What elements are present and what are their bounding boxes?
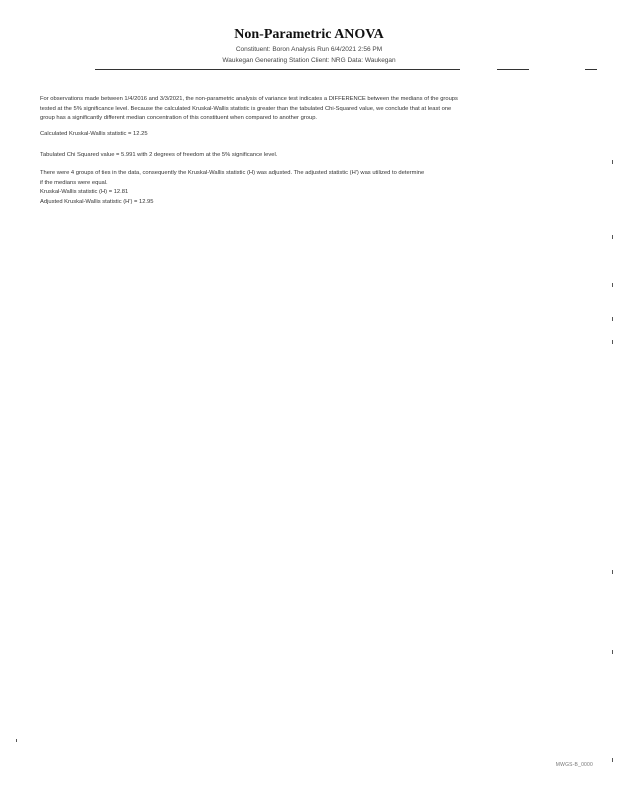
header-divider-short bbox=[497, 69, 529, 70]
scan-mark bbox=[612, 235, 613, 239]
header-divider bbox=[95, 69, 460, 70]
report-subtitle-site: Waukegan Generating Station Client: NRG Data: Waukegan bbox=[222, 57, 396, 64]
scan-mark bbox=[612, 340, 613, 344]
intro-paragraph bbox=[40, 95, 565, 124]
tabulated-value: Tabulated Chi Squared value = 5.991 with 2 degrees of freedom at the 5% significance level. bbox=[40, 152, 278, 158]
page-title: Non-Parametric ANOVA bbox=[234, 27, 384, 42]
ties-paragraph bbox=[40, 169, 565, 207]
intro-line: tested at the 5% significance level. Because the calculated Kruskal-Wallis statistic is greater than the tabulated Chi-Squared value, we conclude that at least one bbox=[40, 105, 452, 112]
ties-line: if the medians were equal. bbox=[40, 179, 108, 186]
intro-line: group has a significantly different median concentration of this constituent when compared to another group. bbox=[40, 115, 318, 122]
header-divider-edge bbox=[585, 69, 597, 70]
scan-mark bbox=[612, 570, 613, 574]
ties-line: Kruskal-Wallis statistic (H) = 12.81 bbox=[40, 189, 129, 196]
scan-mark bbox=[612, 283, 613, 287]
scan-mark bbox=[16, 739, 17, 742]
scan-mark bbox=[612, 317, 613, 321]
ties-line: Adjusted Kruskal-Wallis statistic (H') = 12.95 bbox=[40, 198, 154, 205]
scan-mark bbox=[612, 758, 613, 762]
scan-mark bbox=[612, 160, 613, 164]
calculated-statistic: Calculated Kruskal-Wallis statistic = 12.25 bbox=[40, 131, 148, 137]
intro-line: For observations made between 1/4/2016 and 3/3/2021, the non-parametric analysis of variance test indicates a DIFFERENCE between the medians of the groups bbox=[40, 96, 458, 102]
report-subtitle-analysis: Constituent: Boron Analysis Run 6/4/2021 2:56 PM bbox=[235, 46, 383, 53]
ties-line: There were 4 groups of ties in the data, consequently the Kruskal-Wallis statistic (H) was adjusted. The adjusted statistic (H') was utilized to determine bbox=[40, 170, 425, 176]
scan-mark bbox=[612, 650, 613, 654]
document-id: MWGS-B_0000 bbox=[555, 762, 593, 768]
